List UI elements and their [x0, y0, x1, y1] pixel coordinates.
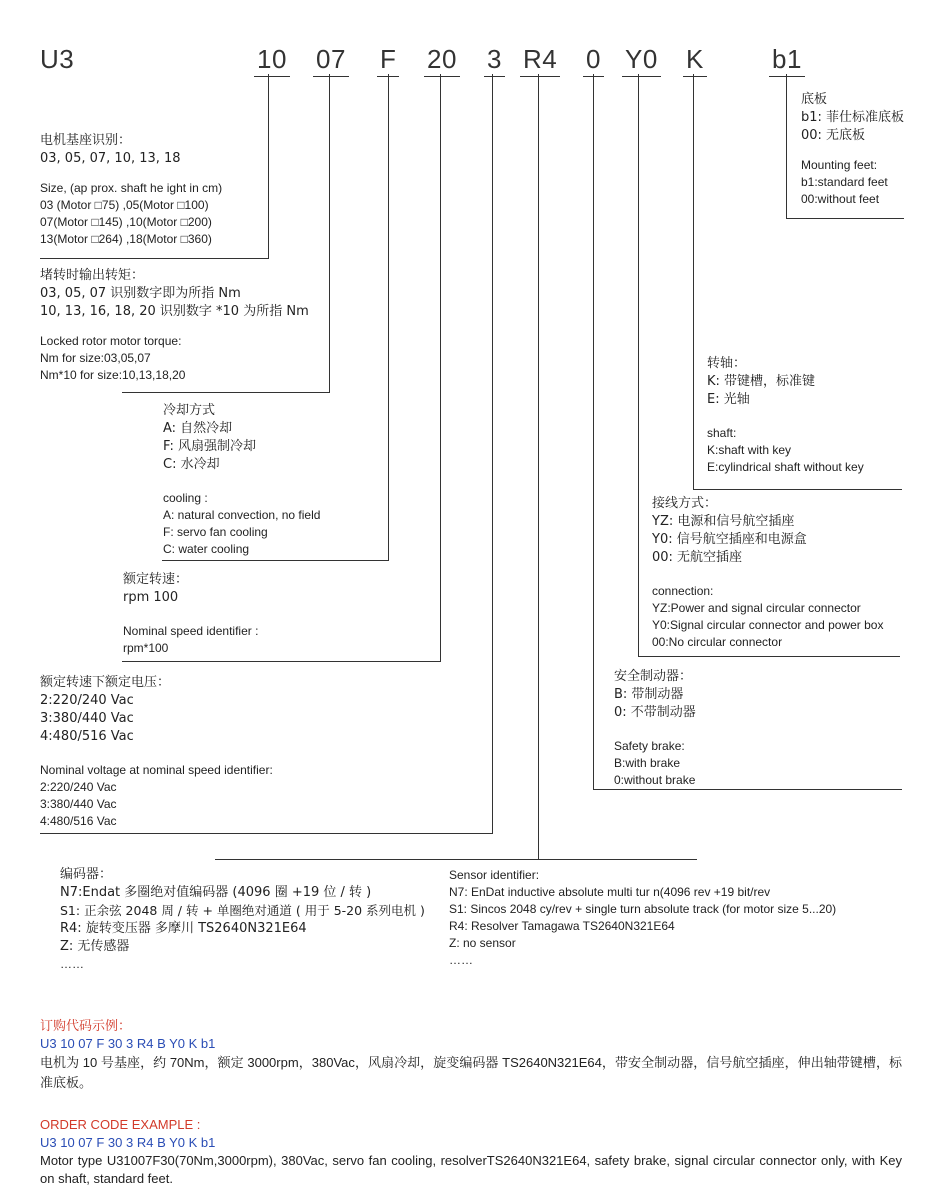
size-block: [40, 132, 222, 248]
code-voltage: 3: [484, 44, 505, 77]
code-shaft: K: [683, 44, 707, 77]
voltage-block: [40, 674, 273, 830]
encoder-zh-block: [60, 866, 425, 973]
voltage-zh-line: 4:480/516 Vac: [40, 729, 134, 744]
shaft-en-line: E:cylindrical shaft without key: [707, 460, 864, 474]
shaft-zh-title: 转轴：: [707, 356, 747, 371]
brake-block: [614, 668, 696, 789]
voltage-zh-title: 额定转速下额定电压：: [40, 675, 171, 690]
example-zh-description: 电机为 10 号基座，约 70Nm，额定 3000rpm，380Vac，风扇冷却，旋变编码器 TS2640N321E64，带安全制动器，信号航空插座，伸出轴带键槽，标准底板。: [40, 1055, 902, 1090]
connector-shaft-h: [693, 489, 902, 490]
connector-speed: [440, 74, 441, 661]
example-en-title: ORDER CODE EXAMPLE :: [40, 1117, 201, 1132]
encoder-zh-title: 编码器：: [60, 867, 113, 882]
example-zh-code: U3 10 07 F 30 3 R4 B Y0 K b1: [40, 1036, 216, 1051]
encoder-zh-line: Z: 无传感器: [60, 939, 130, 954]
encoder-en-title: Sensor identifier:: [449, 868, 540, 882]
connector-shaft: [693, 74, 694, 489]
code-size: 10: [254, 44, 290, 77]
connection-zh-line: 00: 无航空插座: [652, 550, 743, 565]
size-en-line: 03 (Motor □75) ,05(Motor □100): [40, 198, 209, 212]
code-encoder: R4: [520, 44, 560, 77]
voltage-en-line: 2:220/240 Vac: [40, 780, 117, 794]
voltage-zh-line: 2:220/240 Vac: [40, 693, 134, 708]
cooling-zh-title: 冷却方式: [163, 403, 216, 418]
connector-encoder-h: [215, 859, 697, 860]
speed-block: [123, 571, 258, 657]
encoder-en-block: [449, 867, 836, 969]
feet-block: [801, 91, 904, 208]
cooling-zh-line: F: 风扇强制冷却: [163, 439, 256, 454]
code-connection: Y0: [622, 44, 661, 77]
cooling-en-title: cooling :: [163, 491, 208, 505]
encoder-en-line: R4: Resolver Tamagawa TS2640N321E64: [449, 919, 675, 933]
voltage-en-title: Nominal voltage at nominal speed identifier:: [40, 763, 273, 777]
brake-zh-line: 0: 不带制动器: [614, 705, 696, 720]
encoder-zh-line: N7:Endat 多圈绝对值编码器 (4096 圈 +19 位 / 转 ): [60, 885, 372, 900]
voltage-en-line: 4:480/516 Vac: [40, 814, 117, 828]
code-torque: 07: [313, 44, 349, 77]
torque-en-title: Locked rotor motor torque:: [40, 334, 182, 348]
voltage-en-line: 3:380/440 Vac: [40, 797, 117, 811]
size-zh-values: 03, 05, 07, 10, 13, 18: [40, 151, 181, 166]
speed-zh-title: 额定转速：: [123, 572, 189, 587]
encoder-en-line: ……: [449, 953, 473, 967]
connector-torque: [329, 74, 330, 392]
feet-zh-line: 00: 无底板: [801, 128, 866, 143]
speed-en-value: rpm*100: [123, 641, 169, 655]
connector-brake: [593, 74, 594, 789]
encoder-zh-line: S1: 正余弦 2048 周 / 转 + 单圈绝对通道 ( 用于 5-20 系列电机 ): [60, 903, 425, 918]
code-brake: 0: [583, 44, 604, 77]
feet-en-line: b1:standard feet: [801, 175, 888, 189]
feet-en-line: 00:without feet: [801, 192, 880, 206]
connector-feet-h: [786, 218, 904, 219]
connection-en-line: YZ:Power and signal circular connector: [652, 601, 861, 615]
example-zh: [40, 1017, 902, 1093]
brake-en-line: 0:without brake: [614, 773, 696, 787]
code-cooling: F: [377, 44, 399, 77]
code-feet: b1: [769, 44, 805, 77]
connection-en-line: 00:No circular connector: [652, 635, 783, 649]
connection-block: [652, 495, 883, 651]
connector-encoder: [538, 74, 539, 860]
encoder-en-line: N7: EnDat inductive absolute multi tur n(4096 rev +19 bit/rev: [449, 885, 771, 899]
cooling-en-line: C: water cooling: [163, 542, 250, 556]
cooling-en-line: A: natural convection, no field: [163, 508, 321, 522]
example-zh-title: 订购代码示例：: [40, 1018, 132, 1033]
cooling-zh-line: C: 水冷却: [163, 457, 220, 472]
connector-feet: [786, 74, 787, 218]
voltage-zh-line: 3:380/440 Vac: [40, 711, 134, 726]
torque-en-line: Nm*10 for size:10,13,18,20: [40, 368, 186, 382]
torque-zh-line: 10, 13, 16, 18, 20 识别数字 *10 为所指 Nm: [40, 304, 309, 319]
feet-zh-line: b1: 菲仕标准底板: [801, 110, 905, 125]
brake-zh-line: B: 带制动器: [614, 687, 684, 702]
torque-block: [40, 267, 309, 384]
encoder-en-line: Z: no sensor: [449, 936, 516, 950]
shaft-en-line: K:shaft with key: [707, 443, 792, 457]
connector-cooling-h: [162, 560, 389, 561]
connection-en-title: connection:: [652, 584, 714, 598]
size-en-title: Size, (ap prox. shaft he ight in cm): [40, 181, 223, 195]
connection-zh-title: 接线方式：: [652, 496, 718, 511]
torque-en-line: Nm for size:03,05,07: [40, 351, 151, 365]
cooling-en-line: F: servo fan cooling: [163, 525, 268, 539]
speed-en-title: Nominal speed identifier :: [123, 624, 259, 638]
encoder-en-line: S1: Sincos 2048 cy/rev + single turn absolute track (for motor size 5...20): [449, 902, 837, 916]
size-en-line: 07(Motor □145) ,10(Motor □200): [40, 215, 212, 229]
feet-zh-title: 底板: [801, 92, 828, 107]
connector-voltage: [492, 74, 493, 833]
brake-en-line: B:with brake: [614, 756, 681, 770]
connector-connection: [638, 74, 639, 656]
torque-zh-title: 堵转时输出转矩：: [40, 268, 145, 283]
size-zh-title: 电机基座识别：: [40, 133, 132, 148]
example-en: [40, 1116, 902, 1188]
code-series: U3: [40, 44, 75, 74]
shaft-zh-line: K: 带键槽，标准键: [707, 374, 816, 389]
cooling-block: [163, 402, 320, 558]
example-en-code: U3 10 07 F 30 3 R4 B Y0 K b1: [40, 1135, 216, 1150]
connector-cooling: [388, 74, 389, 560]
shaft-block: [707, 355, 864, 476]
torque-zh-line: 03, 05, 07 识别数字即为所指 Nm: [40, 286, 241, 301]
connector-speed-h: [122, 661, 441, 662]
encoder-zh-line: ……: [60, 957, 84, 971]
connector-voltage-h: [40, 833, 493, 834]
connector-brake-h: [593, 789, 902, 790]
shaft-en-title: shaft:: [707, 426, 737, 440]
encoder-zh-line: R4: 旋转变压器 多摩川 TS2640N321E64: [60, 921, 307, 936]
speed-zh-value: rpm 100: [123, 590, 179, 605]
connector-size: [268, 74, 269, 258]
connector-connection-h: [638, 656, 900, 657]
size-en-line: 13(Motor □264) ,18(Motor □360): [40, 232, 212, 246]
code-speed: 20: [424, 44, 460, 77]
connector-torque-h: [122, 392, 330, 393]
cooling-zh-line: A: 自然冷却: [163, 421, 233, 436]
shaft-zh-line: E: 光轴: [707, 392, 750, 407]
connector-size-h: [40, 258, 269, 259]
connection-zh-line: Y0: 信号航空插座和电源盒: [652, 532, 807, 547]
example-en-description: Motor type U31007F30(70Nm,3000rpm), 380Vac, servo fan cooling, resolverTS2640N321E64, safety brake, signal circular connector only, with Key on shaft, standard feet.: [40, 1153, 902, 1186]
brake-zh-title: 安全制动器：: [614, 669, 693, 684]
connection-zh-line: YZ: 电源和信号航空插座: [652, 514, 795, 529]
feet-en-title: Mounting feet:: [801, 158, 878, 172]
connection-en-line: Y0:Signal circular connector and power box: [652, 618, 884, 632]
brake-en-title: Safety brake:: [614, 739, 685, 753]
